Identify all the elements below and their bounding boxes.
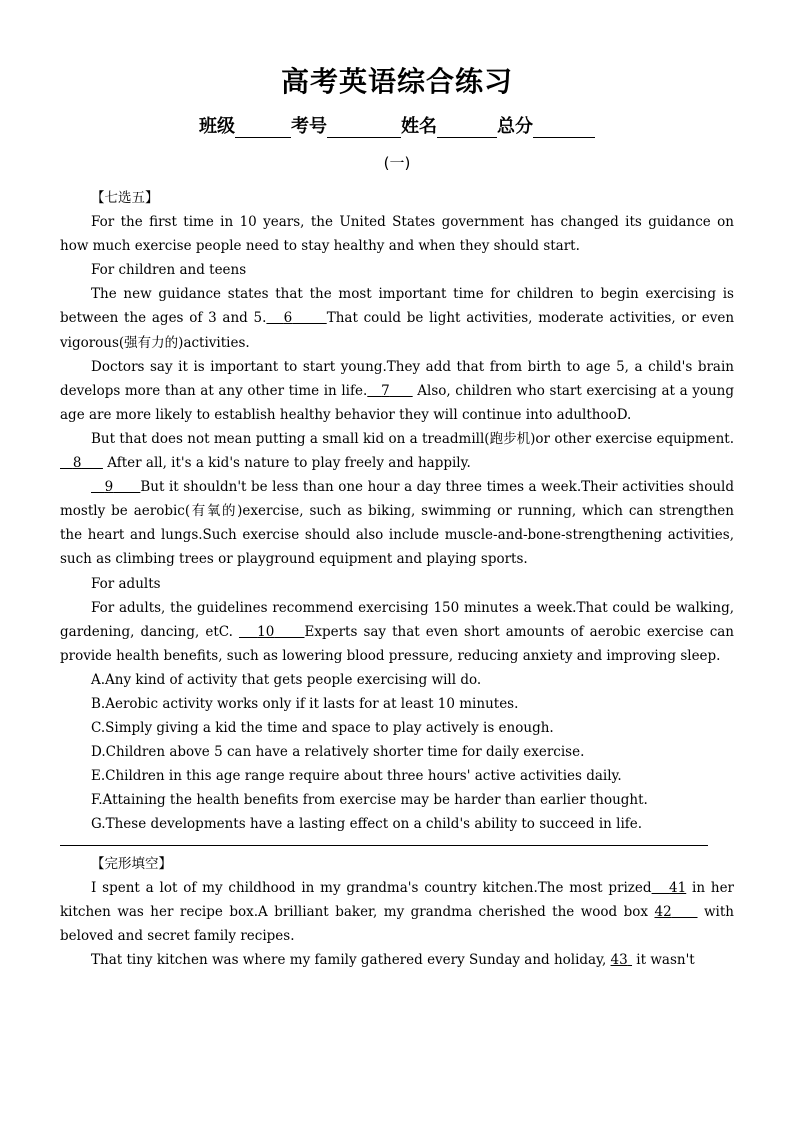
paragraph: But that does not mean putting a small kid on a treadmill(跑步机)or other exercise equipment. 8 After all, it's a kid's nature to play freely and happily. [60,427,734,475]
subheading-adults: For adults [91,575,161,592]
name-label: 姓名 [401,116,437,137]
answer-blank-9[interactable]: 9 [104,479,114,496]
option-f: F.Attaining the health benefits from exercise may be harder than earlier thought. [91,792,648,809]
section-divider [60,845,708,846]
answer-blank-43[interactable]: 43 [610,951,628,968]
answer-blank-6[interactable]: 6 [283,310,293,327]
paragraph: For adults, the guidelines recommend exercising 150 minutes a week.That could be walking, gardening, dancing, etC. 10 Experts say that even short amounts of aerobic exercise can provide health benefits, such as lowering blood pressure, reducing anxiety and improving sleep. [60,599,735,664]
subheading-children: For children and teens [91,262,247,279]
class-blank[interactable] [235,119,291,138]
answer-blank-10[interactable]: 10 [257,623,275,640]
paragraph: That tiny kitchen was where my family gathered every Sunday and holiday, 43 it wasn't [91,951,695,968]
page-title: 高考英语综合练习 [280,65,513,98]
paragraph: The new guidance states that the most important time for children to begin exercising is between the ages of 3 and 5. 6 That could be light activities, moderate activities, or even vigorous(强有力的)activities. [60,286,735,351]
answer-blank-7[interactable]: 7 [381,382,390,399]
option-g: G.These developments have a lasting effect on a child's ability to succeed in life. [91,816,643,833]
paragraph: For the first time in 10 years, the United States government has changed its guidance on how much exercise people need to stay healthy and when they should start. [60,214,734,255]
student-info-line [0,112,794,138]
answer-blank-41[interactable]: 41 [669,879,687,896]
option-b: B.Aerobic activity works only if it lasts for at least 10 minutes. [91,695,519,712]
option-a: A.Any kind of activity that gets people exercising will do. [91,671,482,688]
exam-no-label: 考号 [291,116,327,137]
paragraph: Doctors say it is important to start young.They add that from birth to age 5, a child's brain develops more than at any other time in life. 7 Also, children who start exercising at a young age are more likely to establish healthy behavior they will continue into adulthooD. [60,358,735,423]
paragraph: 9 But it shouldn't be less than one hour a day three times a week.Their activities should mostly be aerobic(有氧的)exercise, such as biking, swimming or running, which can strengthen the heart and lungs.Such exercise should also include muscle-and-bone-strengthening activities, such as climbing trees or playground equipment and playing sports. [60,479,735,568]
exam-no-blank[interactable] [327,119,401,138]
score-blank[interactable] [533,119,595,138]
option-d: D.Children above 5 can have a relatively shorter time for daily exercise. [91,744,585,761]
option-e: E.Children in this age range require about three hours' active activities daily. [91,768,622,785]
name-blank[interactable] [437,119,497,138]
answer-blank-8[interactable]: 8 [72,455,82,472]
main-content [60,186,734,972]
part-number: (一) [383,154,411,172]
section-heading-seven-choose-five: 【七选五】 [91,190,159,206]
paragraph: I spent a lot of my childhood in my grandma's country kitchen.The most prized 41 in her kitchen was her recipe box.A brilliant baker, my grandma cherished the wood box 42 with beloved and secret family recipes. [60,879,735,944]
option-c: C.Simply giving a kid the time and space to play actively is enough. [91,720,554,737]
score-label: 总分 [497,116,533,137]
class-label: 班级 [199,116,235,137]
section-heading-cloze: 【完形填空】 [91,855,172,872]
answer-blank-42[interactable]: 42 [654,903,672,920]
